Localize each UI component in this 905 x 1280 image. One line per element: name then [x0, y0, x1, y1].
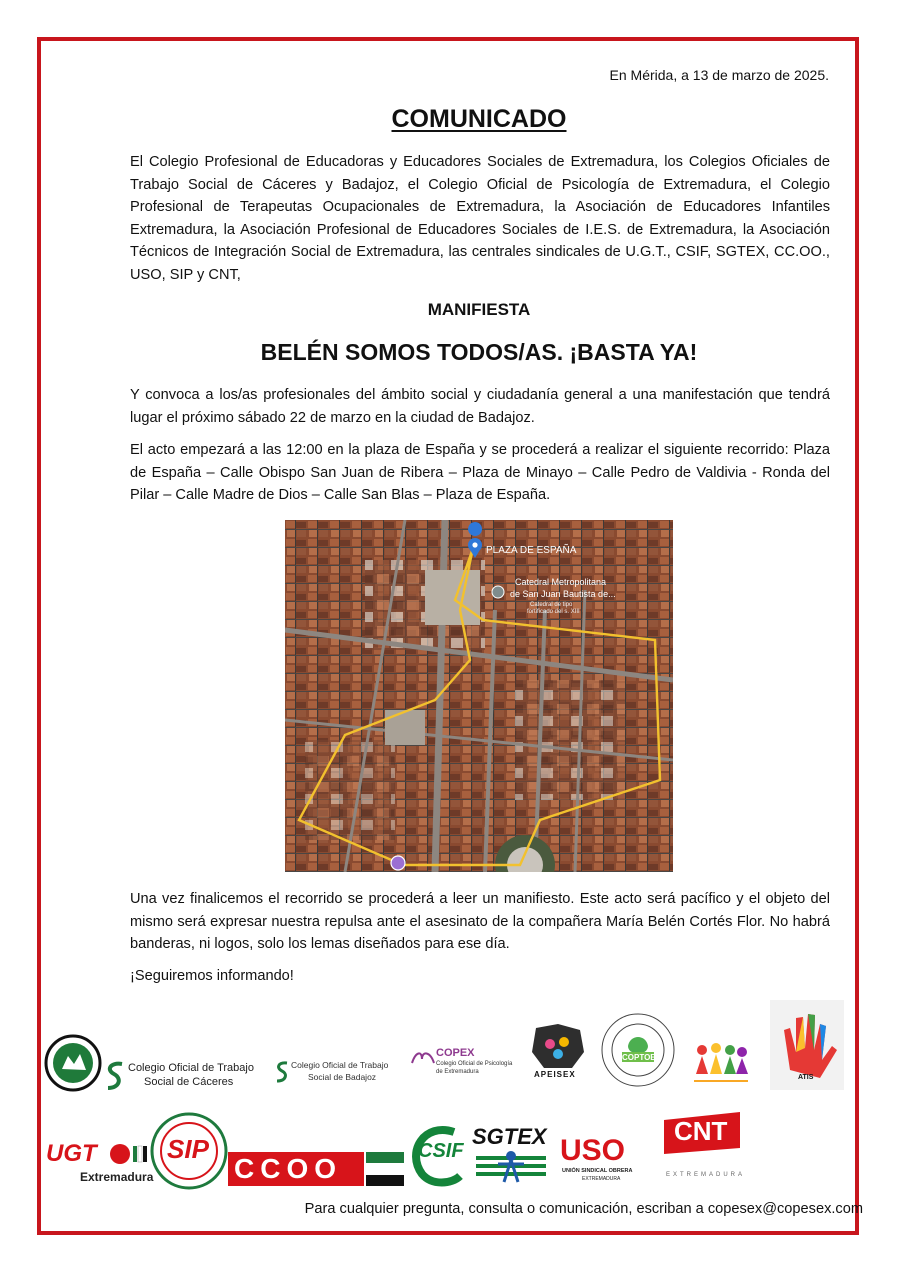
- closing-paragraph: Una vez finalicemos el recorrido se procederá a leer un manifiesto. Este acto será pacífico y el objeto del mismo será expresar nuestra repulsa ante el asesinato de la compañera María Belén Cortés Flor. No habrá banderas, ni logos, solo los lemas diseñados para ese día.: [130, 891, 830, 952]
- cnt-name: CNT: [674, 1116, 728, 1146]
- uso-name: USO: [560, 1134, 626, 1167]
- uso-sub-line2: EXTREMADURA: [582, 1176, 621, 1182]
- atis-name: ATIS: [798, 1074, 814, 1081]
- route-map: [285, 520, 673, 872]
- ccoo-logo: [228, 1152, 404, 1186]
- csif-name: CSIF: [418, 1140, 464, 1162]
- follow-up-note: ¡Seguiremos informando!: [130, 968, 294, 984]
- apeisex-name: APEISEX: [534, 1070, 576, 1079]
- educadores-infantiles-logo: [690, 1040, 750, 1093]
- document-title: COMUNICADO: [391, 105, 567, 133]
- coptoex-logo: [600, 1012, 676, 1088]
- ugt-sub: Extremadura: [80, 1170, 154, 1184]
- csif-logo: [404, 1122, 470, 1188]
- cot-badajoz-line1: Colegio Oficial de Trabajo: [291, 1060, 389, 1070]
- cathedral-label-line3: Catedral de tipo: [530, 602, 573, 608]
- copex-sub-line1: Colegio Oficial de Psicología: [436, 1061, 513, 1067]
- cot-caceres-line2: Social de Cáceres: [144, 1076, 234, 1088]
- sgtex-logo: [472, 1124, 554, 1184]
- cathedral-marker-icon: [492, 586, 504, 598]
- apeisex-logo: [528, 1022, 588, 1084]
- coptoex-name: COPTOEX: [622, 1053, 661, 1062]
- copesex-logo: [44, 1034, 102, 1097]
- contact-footer: Para cualquier pregunta, consulta o comunicación, escriban a copesex@copesex.com: [304, 1201, 863, 1217]
- uso-logo: [560, 1134, 642, 1186]
- document-date: En Mérida, a 13 de marzo de 2025.: [609, 67, 829, 83]
- intro-paragraph: El Colegio Profesional de Educadoras y Educadores Sociales de Extremadura, los Colegios Oficiales de Trabajo Social de Cáceres y Badajoz, el Colegio Oficial de Psicología de Extremadura, el Colegio Profesional de Terapeutas Ocupacionales de Extremadura, la Asociación de Educadores Infantiles Extremadura, la Asociación Profesional de Educadores Sociales de I.E.S. de Extremadura, la Asociación Técnicos de Integración Social de Extremadura, las centrales sindicales de U.G.T., CSIF, SGTEX, CC.OO., USO, SIP y CNT,: [130, 154, 830, 283]
- ugt-logo: [46, 1140, 154, 1186]
- cot-caceres-line1: Colegio Oficial de Trabajo: [128, 1062, 254, 1074]
- slogan-heading: BELÉN SOMOS TODOS/AS. ¡BASTA YA!: [260, 339, 698, 365]
- ugt-name: UGT: [46, 1140, 97, 1167]
- cathedral-label-line1: Catedral Metropolitana: [515, 577, 607, 587]
- copex-sub-line2: de Extremadura: [436, 1069, 479, 1075]
- sgtex-name: SGTEX: [472, 1124, 547, 1149]
- sip-logo: [150, 1112, 228, 1195]
- end-marker-icon: [391, 856, 405, 870]
- ccoo-name: CCOO: [234, 1153, 342, 1184]
- map-pin-label: PLAZA DE ESPAÑA: [486, 545, 577, 556]
- uso-sub-line1: UNIÓN SINDICAL OBRERA: [562, 1168, 633, 1174]
- atis-logo: [770, 1000, 844, 1090]
- sip-name: SIP: [167, 1134, 209, 1164]
- cathedral-label-line2: de San Juan Bautista de...: [510, 589, 616, 599]
- cot-badajoz-line2: Social de Badajoz: [308, 1072, 377, 1082]
- manifiesta-heading: MANIFIESTA: [427, 300, 531, 319]
- copex-name: COPEX: [436, 1047, 475, 1059]
- convocatoria-paragraph: Y convoca a los/as profesionales del ámbito social y ciudadanía general a una manifestación que tendrá lugar el próximo sábado 22 de marzo en la ciudad de Badajoz.: [130, 387, 830, 426]
- cnt-sub: EXTREMADURA: [666, 1172, 746, 1178]
- cathedral-label-line4: fortificado del s. XIII: [527, 609, 580, 615]
- route-paragraph: El acto empezará a las 12:00 en la plaza de España y se procederá a realizar el siguiente recorrido: Plaza de España – Calle Obispo San Juan de Ribera – Plaza de Minayo – Calle Pedro de Valdivia - Ronda del Pilar – Calle Madre de Dios – Calle San Blas – Plaza de España.: [130, 442, 830, 503]
- cnt-logo: [662, 1110, 746, 1182]
